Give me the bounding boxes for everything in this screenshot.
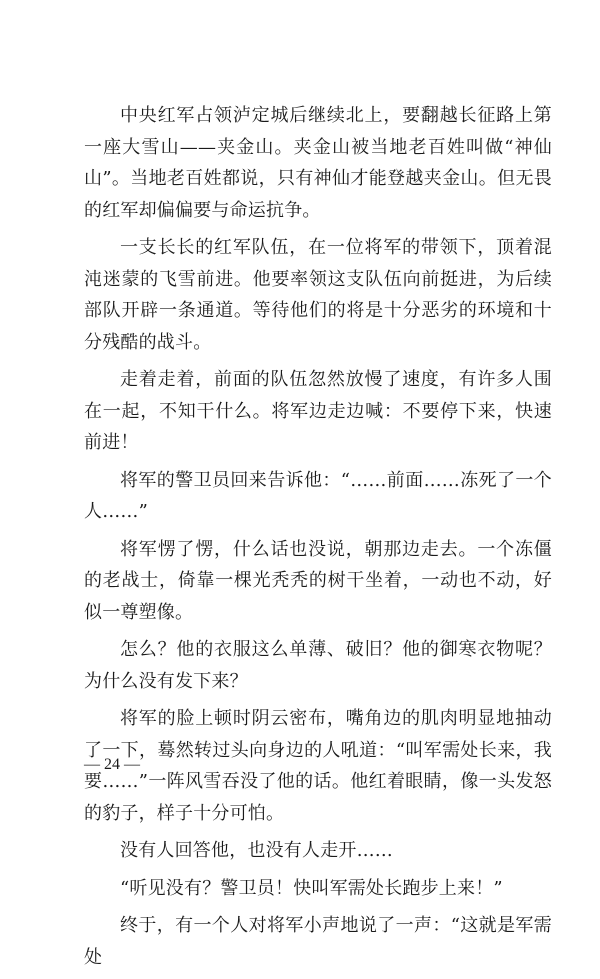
paragraph-7: 将军的脸上顿时阴云密布，嘴角边的肌肉明显地抽动了一下，蓦然转过头向身边的人吼道：“叫军需处长来，我要……”一阵风雪吞没了他的话。他红着眼睛，像一头发怒的豹子，样子十分可怕。 <box>84 708 552 824</box>
paragraph-1: 中央红军占领泸定城后继续北上，要翻越长征路上第一座大雪山——夹金山。夹金山被当地老百姓叫做“神仙山”。当地老百姓都说，只有神仙才能登越夹金山。但无畏的红军却偏偏要与命运抗争。 <box>84 105 552 221</box>
paragraph-4: 将军的警卫员回来告诉他：“……前面……冻死了一个人……” <box>84 469 552 522</box>
paragraph-3: 走着走着，前面的队伍忽然放慢了速度，有许多人围在一起，不知干什么。将军边走边喊：不要停下来，快速前进！ <box>84 369 552 453</box>
paragraph-10: 终于，有一个人对将军小声地说了一声：“这就是军需处 <box>84 915 552 968</box>
paragraph-2: 一支长长的红军队伍，在一位将军的带领下，顶着混沌迷蒙的飞雪前进。他要率领这支队伍向前挺进，为后续部队开辟一条通道。等待他们的将是十分恶劣的环境和十分残酷的战斗。 <box>84 237 552 353</box>
paragraph-5: 将军愣了愣，什么话也没说，朝那边走去。一个冻僵的老战士，倚靠一棵光秃秃的树干坐着，一动也不动，好似一尊塑像。 <box>84 538 552 623</box>
paragraph-8: 没有人回答他，也没有人走开…… <box>120 840 393 861</box>
paragraph-6: 怎么？他的衣服这么单薄、破旧？他的御寒衣物呢？为什么没有发下来？ <box>84 639 552 692</box>
paragraph-9: “听见没有？警卫员！快叫军需处长跑步上来！” <box>120 877 503 899</box>
page-number: — 24 — <box>84 756 140 773</box>
document-body <box>84 100 552 979</box>
